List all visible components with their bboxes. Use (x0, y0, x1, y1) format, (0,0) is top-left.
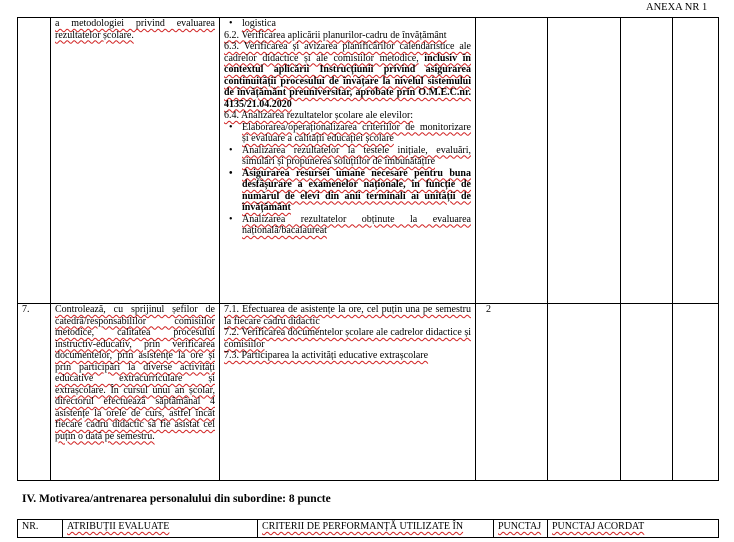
empty-cell (673, 18, 719, 304)
header-attributions: ATRIBUȚII EVALUATE (63, 520, 258, 538)
header-punctaj-acordat: PUNCTAJ ACORDAT (548, 520, 719, 538)
table-row (18, 520, 719, 538)
criterion-6-4: 6.4. Analizarea rezultatelor școlare ale elevilor: (224, 110, 414, 121)
criterion-7-2: 7.2. Verificarea documentelor școlare ale cadrelor didactice și comisiilor (224, 327, 471, 350)
criterion-7-3: 7.3. Participarea la activități educative extrașcolare (224, 350, 429, 361)
section-iv-table-header (17, 519, 719, 538)
punctaj-cell: 2 (476, 304, 548, 481)
empty-cell (621, 18, 673, 304)
section-title: IV. Motivarea/antrenarea personalului din subordine: 8 puncte (22, 493, 331, 505)
annex-label: ANEXA NR 1 (646, 2, 708, 13)
empty-cell (548, 304, 621, 481)
header-punctaj: PUNCTAJ (494, 520, 548, 538)
empty-cell (673, 304, 719, 481)
criterion-7-1: 7.1. Efectuarea de asistențe la ore, cel puțin una pe semestru la fiecare cadru didactic (224, 304, 471, 327)
criteria-cell (220, 18, 476, 304)
attribution-cell (51, 18, 220, 304)
list-item: • Elaborarea/operaționalizarea criteriilor de monitorizare și evaluare a calității educației școlare (242, 122, 471, 145)
table-row (18, 304, 719, 481)
nr-cell: 7. (18, 304, 51, 481)
list-item: • Asigurarea resursei umane necesare pentru buna desfășurare a examenelor naționale, în funcție de numărul de elevi din anii terminali ai unității de învățământ (242, 168, 471, 214)
header-criteria: CRITERII DE PERFORMANȚĂ UTILIZATE ÎN (258, 520, 494, 538)
attribution-text: Controlează, cu sprijinul șefilor de catedră/responsabililor comisiilor metodice, calitatea procesului instructiv-educativ, prin verificarea documentelor, prin asistențe la ore și prin participări la diverse activități educative extracurriculare și extrașcolare. În cursul unui an școlar, directorul efectuează săptămânal 4 asistențe la orele de curs, astfel încât fiecare cadru didactic să fie asistat cel puțin o dată pe semestru. (55, 304, 215, 442)
attribution-text: a metodologiei privind evaluarea rezultatelor școlare. (55, 18, 215, 41)
evaluation-table (17, 17, 719, 481)
list-item: • logistica (242, 18, 471, 30)
criterion-6-3: 6.3. Verificarea și avizarea planificărilor calendaristice ale cadrelor didactice și ale comisiilor metodice, inclusiv în contextul aplicării Instrucțiunii privind asigurarea continuității procesului de învățare la nivelul sistemului de învățământ preuniversitar, aprobate prin O.M.E.C.nr. 4135/21.04.2020 (224, 41, 471, 110)
criteria-cell (220, 304, 476, 481)
nr-cell (18, 18, 51, 304)
empty-cell (548, 18, 621, 304)
criterion-6-2: 6.2. Verificarea aplicării planurilor-cadru de învățământ (224, 29, 447, 41)
table-row (18, 18, 719, 304)
empty-cell (621, 304, 673, 481)
header-nr: NR. (18, 520, 63, 538)
list-item: • Analizarea rezultatelor la testele inițiale, evaluări, simulări și propunerea soluțiilor de îmbunătățire (242, 145, 471, 168)
empty-cell (476, 18, 548, 304)
list-item: • Analizarea rezultatelor obținute la evaluarea națională/bacalaureat (242, 214, 471, 237)
attribution-cell (51, 304, 220, 481)
